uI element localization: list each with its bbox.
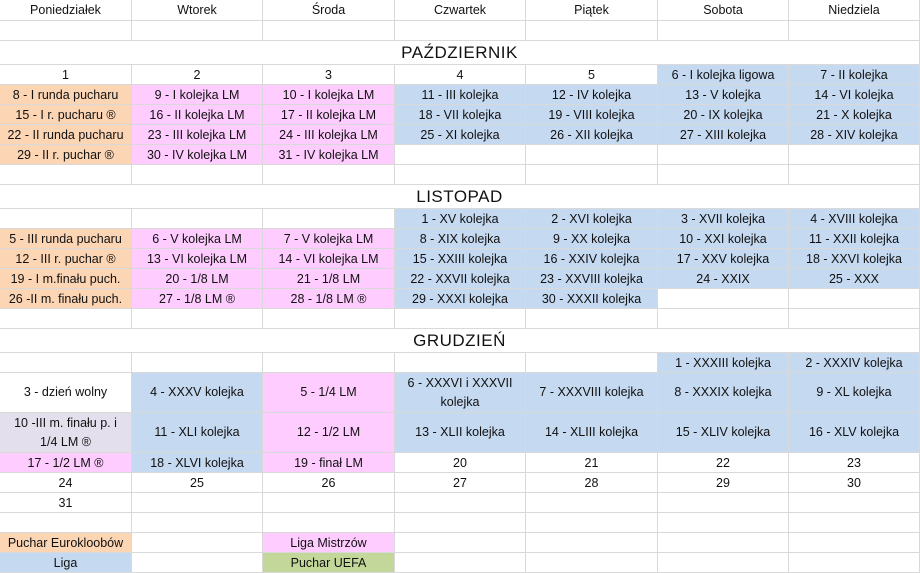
empty-cell[interactable] [526,553,658,573]
empty-cell[interactable] [395,309,526,329]
day-cell[interactable]: 15 - I r. pucharu ® [0,105,132,125]
empty-cell[interactable] [132,353,263,373]
empty-cell[interactable] [263,353,395,373]
day-cell[interactable]: 31 [0,493,132,513]
empty-cell[interactable] [789,533,920,553]
day-cell[interactable]: 4 [395,65,526,85]
day-cell[interactable]: 17 - XXV kolejka [658,249,789,269]
day-cell[interactable]: 12 - IV kolejka [526,85,658,105]
empty-cell[interactable] [658,309,789,329]
day-cell[interactable]: 5 - III runda pucharu [0,229,132,249]
day-cell[interactable]: 2 - XVI kolejka [526,209,658,229]
day-cell[interactable]: 24 - XXIX [658,269,789,289]
day-cell[interactable]: 22 - II runda pucharu [0,125,132,145]
day-cell[interactable]: 7 - XXXVIII kolejka [526,373,658,413]
legend-lm[interactable]: Liga Mistrzów [263,533,395,553]
day-cell[interactable]: 9 - XX kolejka [526,229,658,249]
day-cell[interactable]: 19 - I m.finału puch. [0,269,132,289]
day-cell[interactable]: 15 - XXIII kolejka [395,249,526,269]
day-cell[interactable]: 6 - V kolejka LM [132,229,263,249]
empty-cell[interactable] [132,21,263,41]
day-cell[interactable]: 20 - IX kolejka [658,105,789,125]
empty-cell[interactable] [263,209,395,229]
day-cell[interactable]: 3 [263,65,395,85]
day-cell[interactable]: 1 [0,65,132,85]
day-cell[interactable]: 13 - XLII kolejka [395,413,526,453]
day-cell[interactable]: 29 - XXXI kolejka [395,289,526,309]
day-cell[interactable]: 17 - 1/2 LM ® [0,453,132,473]
empty-cell[interactable] [526,493,658,513]
empty-cell[interactable] [789,513,920,533]
day-cell[interactable]: 27 [395,473,526,493]
day-cell[interactable]: 26 [263,473,395,493]
empty-cell[interactable] [658,513,789,533]
empty-cell[interactable] [132,493,263,513]
day-cell[interactable]: 1 - XXXIII kolejka [658,353,789,373]
day-cell[interactable]: 20 - 1/8 LM [132,269,263,289]
empty-cell[interactable] [263,21,395,41]
empty-cell[interactable] [132,309,263,329]
day-cell[interactable]: 1 - XV kolejka [395,209,526,229]
day-cell[interactable]: 16 - XLV kolejka [789,413,920,453]
day-cell[interactable]: 10 - XXI kolejka [658,229,789,249]
day-cell[interactable]: 15 - XLIV kolejka [658,413,789,453]
empty-cell[interactable] [0,513,132,533]
day-cell[interactable]: 21 [526,453,658,473]
day-cell[interactable]: 7 - V kolejka LM [263,229,395,249]
day-cell[interactable]: 14 - VI kolejka LM [263,249,395,269]
day-cell[interactable]: 18 - XLVI kolejka [132,453,263,473]
day-cell[interactable]: 5 - 1/4 LM [263,373,395,413]
empty-cell[interactable] [789,309,920,329]
empty-cell[interactable] [658,145,789,165]
day-cell[interactable]: 30 [789,473,920,493]
day-header-sunday[interactable]: Niedziela [789,0,920,21]
day-cell[interactable]: 3 - dzień wolny [0,373,132,413]
day-cell[interactable]: 28 - XIV kolejka [789,125,920,145]
day-cell[interactable]: 9 - I kolejka LM [132,85,263,105]
day-cell[interactable]: 3 - XVII kolejka [658,209,789,229]
empty-cell[interactable] [0,21,132,41]
day-cell[interactable]: 12 - III r. puchar ® [0,249,132,269]
empty-cell[interactable] [789,493,920,513]
empty-cell[interactable] [526,513,658,533]
empty-cell[interactable] [526,165,658,185]
empty-cell[interactable] [658,21,789,41]
day-cell[interactable]: 22 - XXVII kolejka [395,269,526,289]
empty-cell[interactable] [658,493,789,513]
day-cell[interactable]: 24 - III kolejka LM [263,125,395,145]
day-cell[interactable]: 27 - 1/8 LM ® [132,289,263,309]
legend-uefa[interactable]: Puchar UEFA [263,553,395,573]
day-header-friday[interactable]: Piątek [526,0,658,21]
empty-cell[interactable] [658,289,789,309]
day-cell[interactable]: 10 -III m. finału p. i 1/4 LM ® [0,413,132,453]
day-cell[interactable]: 24 [0,473,132,493]
day-cell[interactable]: 4 - XVIII kolejka [789,209,920,229]
day-cell[interactable]: 28 [526,473,658,493]
day-cell[interactable]: 14 - VI kolejka [789,85,920,105]
day-cell[interactable]: 14 - XLIII kolejka [526,413,658,453]
day-cell[interactable]: 21 - 1/8 LM [263,269,395,289]
day-cell[interactable]: 23 [789,453,920,473]
empty-cell[interactable] [658,533,789,553]
day-cell[interactable]: 18 - XXVI kolejka [789,249,920,269]
day-cell[interactable]: 8 - XIX kolejka [395,229,526,249]
day-cell[interactable]: 26 - XII kolejka [526,125,658,145]
empty-cell[interactable] [0,209,132,229]
legend-league[interactable]: Liga [0,553,132,573]
empty-cell[interactable] [395,553,526,573]
empty-cell[interactable] [132,553,263,573]
empty-cell[interactable] [395,493,526,513]
day-cell[interactable]: 16 - II kolejka LM [132,105,263,125]
empty-cell[interactable] [658,553,789,573]
day-header-tuesday[interactable]: Wtorek [132,0,263,21]
day-cell[interactable]: 11 - XXII kolejka [789,229,920,249]
legend-cup[interactable]: Puchar Eurokloobów [0,533,132,553]
day-cell[interactable]: 2 [132,65,263,85]
day-cell[interactable]: 29 [658,473,789,493]
day-cell[interactable]: 21 - X kolejka [789,105,920,125]
day-cell[interactable]: 11 - XLI kolejka [132,413,263,453]
month-title-december[interactable]: GRUDZIEŃ [0,329,920,353]
day-cell[interactable]: 29 - II r. puchar ® [0,145,132,165]
empty-cell[interactable] [789,165,920,185]
day-cell[interactable]: 25 - XI kolejka [395,125,526,145]
empty-cell[interactable] [526,533,658,553]
day-cell[interactable]: 26 -II m. finału puch. [0,289,132,309]
day-cell[interactable]: 23 - III kolejka LM [132,125,263,145]
empty-cell[interactable] [132,513,263,533]
empty-cell[interactable] [789,21,920,41]
day-header-wednesday[interactable]: Środa [263,0,395,21]
day-cell[interactable]: 18 - VII kolejka [395,105,526,125]
day-cell[interactable]: 13 - V kolejka [658,85,789,105]
empty-cell[interactable] [395,165,526,185]
empty-cell[interactable] [395,21,526,41]
empty-cell[interactable] [132,209,263,229]
day-cell[interactable]: 6 - XXXVI i XXXVII kolejka [395,373,526,413]
empty-cell[interactable] [526,21,658,41]
day-cell[interactable]: 13 - VI kolejka LM [132,249,263,269]
empty-cell[interactable] [526,145,658,165]
month-title-november[interactable]: LISTOPAD [0,185,920,209]
empty-cell[interactable] [526,353,658,373]
empty-cell[interactable] [263,165,395,185]
empty-cell[interactable] [0,309,132,329]
day-header-saturday[interactable]: Sobota [658,0,789,21]
day-cell[interactable]: 22 [658,453,789,473]
empty-cell[interactable] [789,289,920,309]
day-cell[interactable]: 30 - XXXII kolejka [526,289,658,309]
empty-cell[interactable] [526,309,658,329]
empty-cell[interactable] [132,533,263,553]
day-cell[interactable]: 5 [526,65,658,85]
day-cell[interactable]: 8 - XXXIX kolejka [658,373,789,413]
empty-cell[interactable] [658,165,789,185]
month-title-october[interactable]: PAŹDZIERNIK [0,41,920,65]
day-cell[interactable]: 19 - finał LM [263,453,395,473]
day-cell[interactable]: 31 - IV kolejka LM [263,145,395,165]
day-cell[interactable]: 25 - XXX [789,269,920,289]
day-header-monday[interactable]: Poniedziałek [0,0,132,21]
day-cell[interactable]: 7 - II kolejka [789,65,920,85]
day-cell[interactable]: 23 - XXVIII kolejka [526,269,658,289]
empty-cell[interactable] [395,513,526,533]
day-cell[interactable]: 2 - XXXIV kolejka [789,353,920,373]
day-cell[interactable]: 6 - I kolejka ligowa [658,65,789,85]
empty-cell[interactable] [395,145,526,165]
empty-cell[interactable] [132,165,263,185]
day-cell[interactable]: 4 - XXXV kolejka [132,373,263,413]
day-cell[interactable]: 25 [132,473,263,493]
day-cell[interactable]: 17 - II kolejka LM [263,105,395,125]
day-cell[interactable]: 30 - IV kolejka LM [132,145,263,165]
empty-cell[interactable] [395,353,526,373]
empty-cell[interactable] [263,493,395,513]
empty-cell[interactable] [0,353,132,373]
day-cell[interactable]: 28 - 1/8 LM ® [263,289,395,309]
empty-cell[interactable] [789,553,920,573]
day-cell[interactable]: 19 - VIII kolejka [526,105,658,125]
day-cell[interactable]: 16 - XXIV kolejka [526,249,658,269]
empty-cell[interactable] [789,145,920,165]
day-cell[interactable]: 12 - 1/2 LM [263,413,395,453]
day-cell[interactable]: 8 - I runda pucharu [0,85,132,105]
empty-cell[interactable] [263,513,395,533]
day-cell[interactable]: 9 - XL kolejka [789,373,920,413]
day-cell[interactable]: 20 [395,453,526,473]
day-cell[interactable]: 10 - I kolejka LM [263,85,395,105]
day-cell[interactable]: 27 - XIII kolejka [658,125,789,145]
empty-cell[interactable] [395,533,526,553]
empty-cell[interactable] [263,309,395,329]
day-header-thursday[interactable]: Czwartek [395,0,526,21]
empty-cell[interactable] [0,165,132,185]
day-cell[interactable]: 11 - III kolejka [395,85,526,105]
